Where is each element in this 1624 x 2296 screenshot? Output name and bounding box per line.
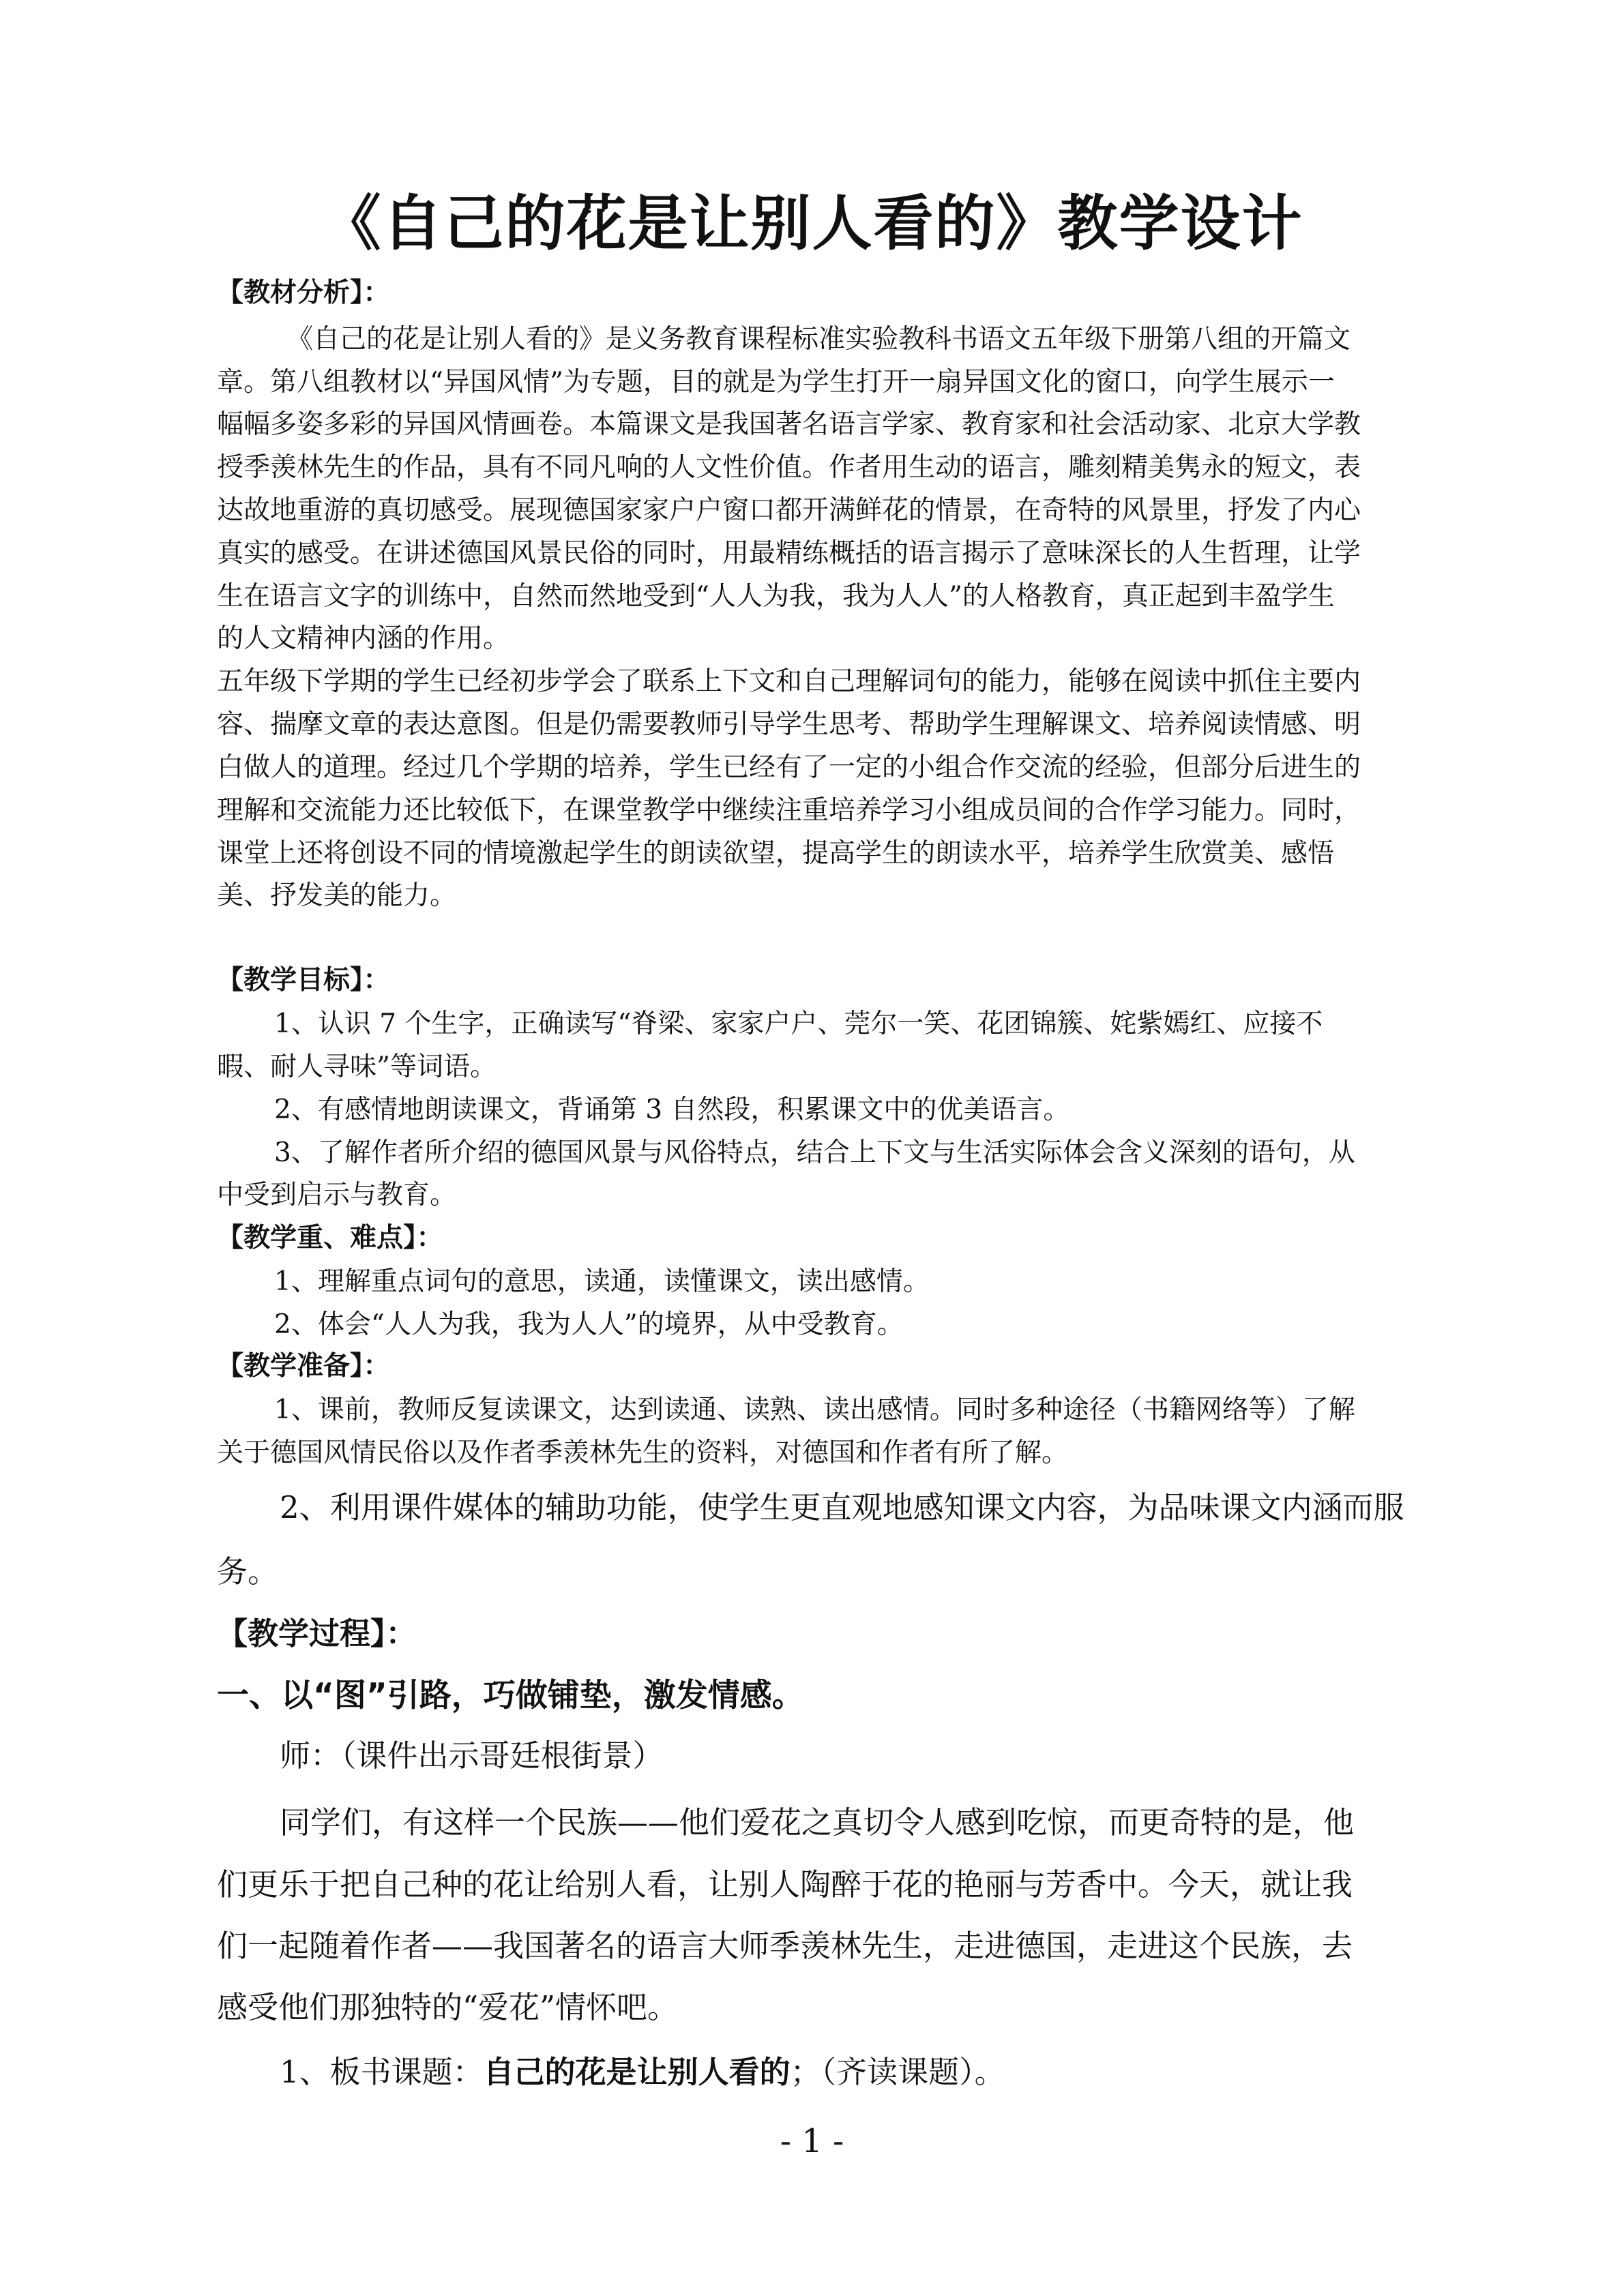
paragraph-line: 的人文精神内涵的作用。 xyxy=(217,623,510,654)
document-title: 《自己的花是让别人看的》教学设计 xyxy=(321,188,1303,258)
goal-item: 中受到启示与教育。 xyxy=(217,1180,457,1210)
paragraph-line: 容、揣摩文章的表达意图。但是仍需要教师引导学生思考、帮助学生理解课文、培养阅读情感、明 xyxy=(217,709,1361,740)
paragraph-line: 达故地重游的真切感受。展现德国家家户户窗口都开满鲜花的情景，在奇特的风景里，抒发了内心 xyxy=(217,495,1361,526)
section-heading-analysis: 【教材分析】： xyxy=(217,278,390,308)
goal-item: 暇、耐人寻味”等词语。 xyxy=(217,1052,497,1082)
paragraph-line: 章。第八组教材以“异国风情”为专题，目的就是为学生打开一扇异国文化的窗口，向学生展示一 xyxy=(217,367,1335,398)
section-heading-preparation: 【教学准备】： xyxy=(217,1351,390,1382)
teacher-line: 师：（课件出示哥廷根街景） xyxy=(280,1738,664,1774)
paragraph-line: 《自己的花是让别人看的》是义务教育课程标准实验教科书语文五年级下册第八组的开篇文 xyxy=(286,324,1351,355)
speech-line: 同学们，有这样一个民族——他们爱花之真切令人感到吃惊，而更奇特的是，他 xyxy=(280,1804,1355,1840)
section-heading-process: 【教学过程】： xyxy=(217,1615,417,1652)
page-number: - 1 - xyxy=(780,2122,844,2160)
step-prefix: 1、板书课题： xyxy=(280,2054,484,2090)
goal-item: 2、有感情地朗读课文，背诵第 3 自然段，积累课文中的优美语言。 xyxy=(274,1094,1070,1125)
key-point-item: 1、理解重点词句的意思，读通，读懂课文，读出感情。 xyxy=(274,1266,930,1297)
paragraph-line: 五年级下学期的学生已经初步学会了联系上下文和自己理解词句的能力，能够在阅读中抓住主要内 xyxy=(217,666,1361,697)
paragraph-line: 真实的感受。在讲述德国风景民俗的同时，用最精练概括的语言揭示了意味深长的人生哲理，让学 xyxy=(217,538,1361,569)
step-lesson-title: 自己的花是让别人看的 xyxy=(483,2054,791,2090)
goal-item: 1、认识 7 个生字，正确读写“脊梁、家家户户、莞尔一笑、花团锦簇、姹紫嫣红、应接不 xyxy=(274,1009,1323,1039)
paragraph-line: 幅幅多姿多彩的异国风情画卷。本篇课文是我国著名语言学家、教育家和社会活动家、北京大学教 xyxy=(217,409,1361,440)
step-suffix: ；（齐读课题）。 xyxy=(790,2054,1005,2090)
paragraph-line: 生在语言文字的训练中，自然而然地受到“人人为我，我为人人”的人格教育，真正起到丰盈学生 xyxy=(217,581,1335,612)
preparation-item: 2、利用课件媒体的辅助功能，使学生更直观地感知课文内容，为品味课文内涵而服 xyxy=(280,1489,1404,1525)
preparation-item: 关于德国风情民俗以及作者季羡林先生的资料，对德国和作者有所了解。 xyxy=(217,1437,1069,1468)
preparation-item: 1、课前，教师反复读课文，达到读通、读熟、读出感情。同时多种途径（书籍网络等）了解 xyxy=(274,1395,1355,1425)
section-heading-key-points: 【教学重、难点】： xyxy=(217,1223,443,1253)
paragraph-line: 课堂上还将创设不同的情境激起学生的朗读欲望，提高学生的朗读水平，培养学生欣赏美、感悟 xyxy=(217,838,1335,869)
paragraph-line: 美、抒发美的能力。 xyxy=(217,880,457,911)
speech-line: 感受他们那独特的“爱花”情怀吧。 xyxy=(217,1989,679,2025)
speech-line: 们一起随着作者——我国著名的语言大师季羡林先生，走进德国，走进这个民族，去 xyxy=(217,1928,1353,1964)
key-point-item: 2、体会“人人为我，我为人人”的境界，从中受教育。 xyxy=(274,1309,904,1340)
paragraph-line: 白做人的道理。经过几个学期的培养，学生已经有了一定的小组合作交流的经验，但部分后进生的 xyxy=(217,752,1361,783)
goal-item: 3、了解作者所介绍的德国风景与风俗特点，结合上下文与生活实际体会含义深刻的语句，从 xyxy=(274,1137,1355,1168)
paragraph-line: 授季羡林先生的作品，具有不同凡响的人文性价值。作者用生动的语言，雕刻精美隽永的短文，表 xyxy=(217,452,1361,483)
step-line xyxy=(280,2054,1005,2090)
speech-line: 们更乐于把自己种的花让给别人看，让别人陶醉于花的艳丽与芳香中。今天，就让我 xyxy=(217,1866,1353,1903)
preparation-item: 务。 xyxy=(217,1553,279,1590)
paragraph-line: 理解和交流能力还比较低下，在课堂教学中继续注重培养学习小组成员间的合作学习能力。同时， xyxy=(217,795,1361,826)
section-heading-goals: 【教学目标】： xyxy=(217,965,390,996)
process-section-title: 一、以“图”引路，巧做铺垫，激发情感。 xyxy=(217,1677,804,1714)
